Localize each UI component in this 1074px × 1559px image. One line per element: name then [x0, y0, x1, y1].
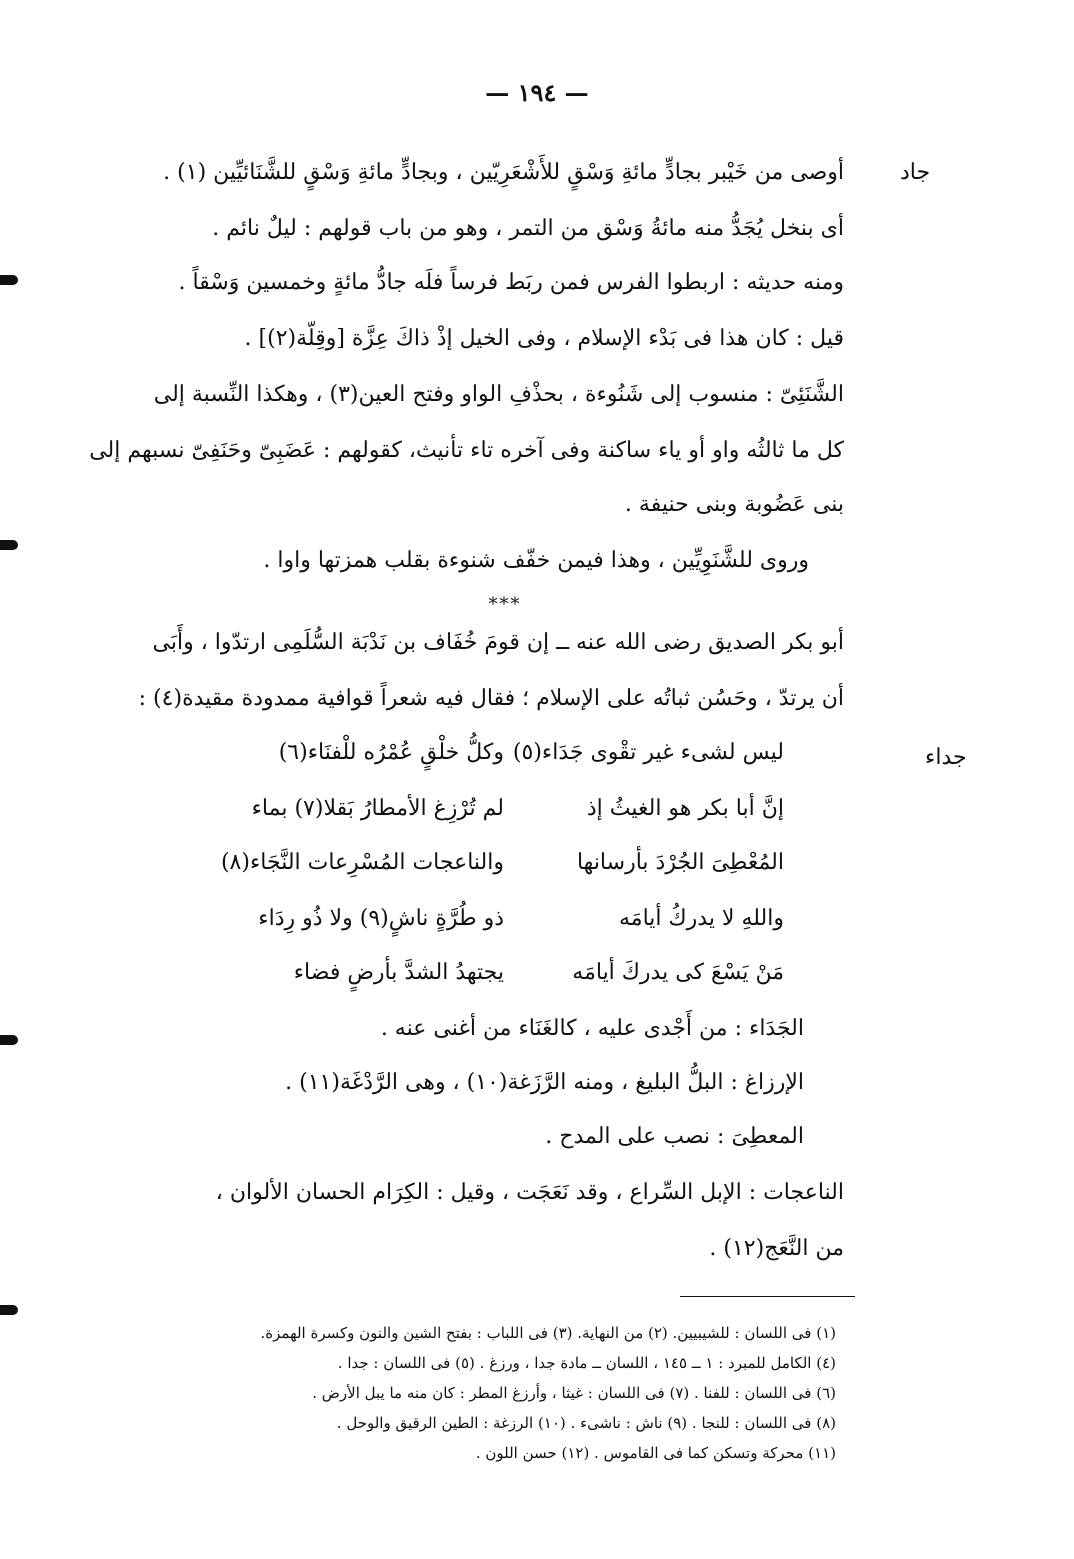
- verse-second-hemistich: يجتهدُ الشدَّ بأرضٍ فضاء: [293, 960, 504, 985]
- margin-note-jada: جداء: [925, 745, 967, 770]
- footnote-line: (٦) فى اللسان : للفنا . (٧) فى اللسان : غيثا ، وأرزغ المطر : كان منه ما يبل الأرض .: [312, 1384, 836, 1402]
- gloss-line: المعطِىَ : نصب على المدح .: [545, 1124, 804, 1149]
- body-line: ومنه حديثه : اربطوا الفرس فمن ربَط فرساً فلَه جادُّ مائةٍ وخمسين وَسْقاً .: [178, 270, 844, 295]
- verse-first-hemistich: واللهِ لا يدركُ أيامَه: [619, 906, 784, 931]
- body-line: أى بنخل يُجَدُّ منه مائةُ وَسْق من التمر ، وهو من باب قولهم : ليلٌ نائم .: [212, 216, 844, 241]
- footnote-divider: [680, 1296, 855, 1297]
- verse-first-hemistich: مَنْ يَسْعَ كى يدركَ أيامَه: [572, 960, 784, 985]
- section-separator: ***: [488, 594, 522, 615]
- binding-mark: [0, 1305, 18, 1315]
- body-line: الشَّنَئِىّ : منسوب إلى شَنُوءة ، بحذْفِ الواو وفتح العين(٣) ، وهكذا النِّسبة إلى: [153, 382, 844, 407]
- body-line: كل ما ثالثُه واو أو ياء ساكنة وفى آخره تاء تأنيث، كقولهم : عَضَبِىّ وحَنَفِىّ نسبهم إلى: [89, 438, 844, 463]
- section-line: أبو بكر الصديق رضى الله عنه ــ إن قومَ خُفَاف بن نَدْبَة السُّلَمِى ارتدّوا ، وأَبَى: [152, 630, 844, 655]
- verse-second-hemistich: ذو طُرَّةٍ ناشٍ(٩) ولا ذُو رِدَاء: [258, 906, 504, 931]
- body-line: وروى للشَّنَوِيِّين ، وهذا فيمن خفّف شنوءة بقلب همزتها واوا .: [263, 548, 809, 573]
- section-line: أن يرتدّ ، وحَسُن ثباتُه على الإسلام ؛ فقال فيه شعراً قوافية ممدودة مقيدة(٤) :: [138, 686, 844, 711]
- footnote-line: (٤) الكامل للمبرد : ١ ــ ١٤٥ ، اللسان ــ مادة جدا ، ورزغ . (٥) فى اللسان : جدا .: [337, 1354, 836, 1372]
- body-line: بنى عَضُوبة وبنى حنيفة .: [624, 492, 844, 517]
- gloss-line: الناعجات : الإبل السِّراع ، وقد نَعَجَت ، وقيل : الكِرَام الحسان الألوان ،: [215, 1180, 844, 1205]
- verse-second-hemistich: والناعجات المُسْرِعات النَّجَاء(٨): [220, 850, 504, 875]
- body-line: قيل : كان هذا فى بَدْء الإسلام ، وفى الخيل إذْ ذاكَ عِزَّة [وقِلّة(٢)] .: [244, 326, 844, 351]
- margin-note-jad: جاد: [900, 160, 931, 185]
- gloss-line: من النَّعَج(١٢) .: [709, 1236, 844, 1261]
- verse-second-hemistich: وكلُّ خلْقٍ عُمْرُه للْفنَاء(٦): [278, 740, 504, 765]
- verse-second-hemistich: لم تُرْزِغ الأمطارُ بَقلا(٧) بماء: [251, 796, 504, 821]
- footnote-line: (١) فى اللسان : للشيبيين. (٢) من النهاية. (٣) فى اللباب : بفتح الشين والنون وكسرة الهمزة.: [260, 1324, 836, 1342]
- body-line: أوصى من خَيْبر بجادٍّ مائةِ وَسْقٍ للأَشْعَرِيّين ، وبجادٍّ مائةِ وَسْقٍ للشَّنَائيِّين (١) .: [163, 160, 844, 185]
- verse-first-hemistich: ليس لشىء غير تقْوى جَدَاء(٥): [512, 740, 784, 765]
- gloss-line: الجَدَاء : من أَجْدى عليه ، كالغَنَاء من أغنى عنه .: [380, 1016, 804, 1041]
- binding-mark: [0, 1035, 18, 1045]
- binding-mark: [0, 275, 18, 285]
- footnote-line: (١١) محركة وتسكن كما فى القاموس . (١٢) حسن اللون .: [475, 1444, 836, 1462]
- verse-first-hemistich: المُعْطِىَ الجُرْدَ بأرسانها: [576, 850, 784, 875]
- gloss-line: الإرزاغ : البلُّ البليغ ، ومنه الرَّزَغة(١٠) ، وهى الرَّدْغَة(١١) .: [285, 1070, 804, 1095]
- binding-mark: [0, 540, 18, 550]
- verse-first-hemistich: إنَّ أبا بكر هو الغيثُ إذ: [586, 796, 784, 821]
- footnote-line: (٨) فى اللسان : للنجا . (٩) ناش : ناشىء . (١٠) الرزغة : الطين الرقيق والوحل .: [336, 1414, 836, 1432]
- page-number: — ١٩٤ —: [485, 78, 589, 107]
